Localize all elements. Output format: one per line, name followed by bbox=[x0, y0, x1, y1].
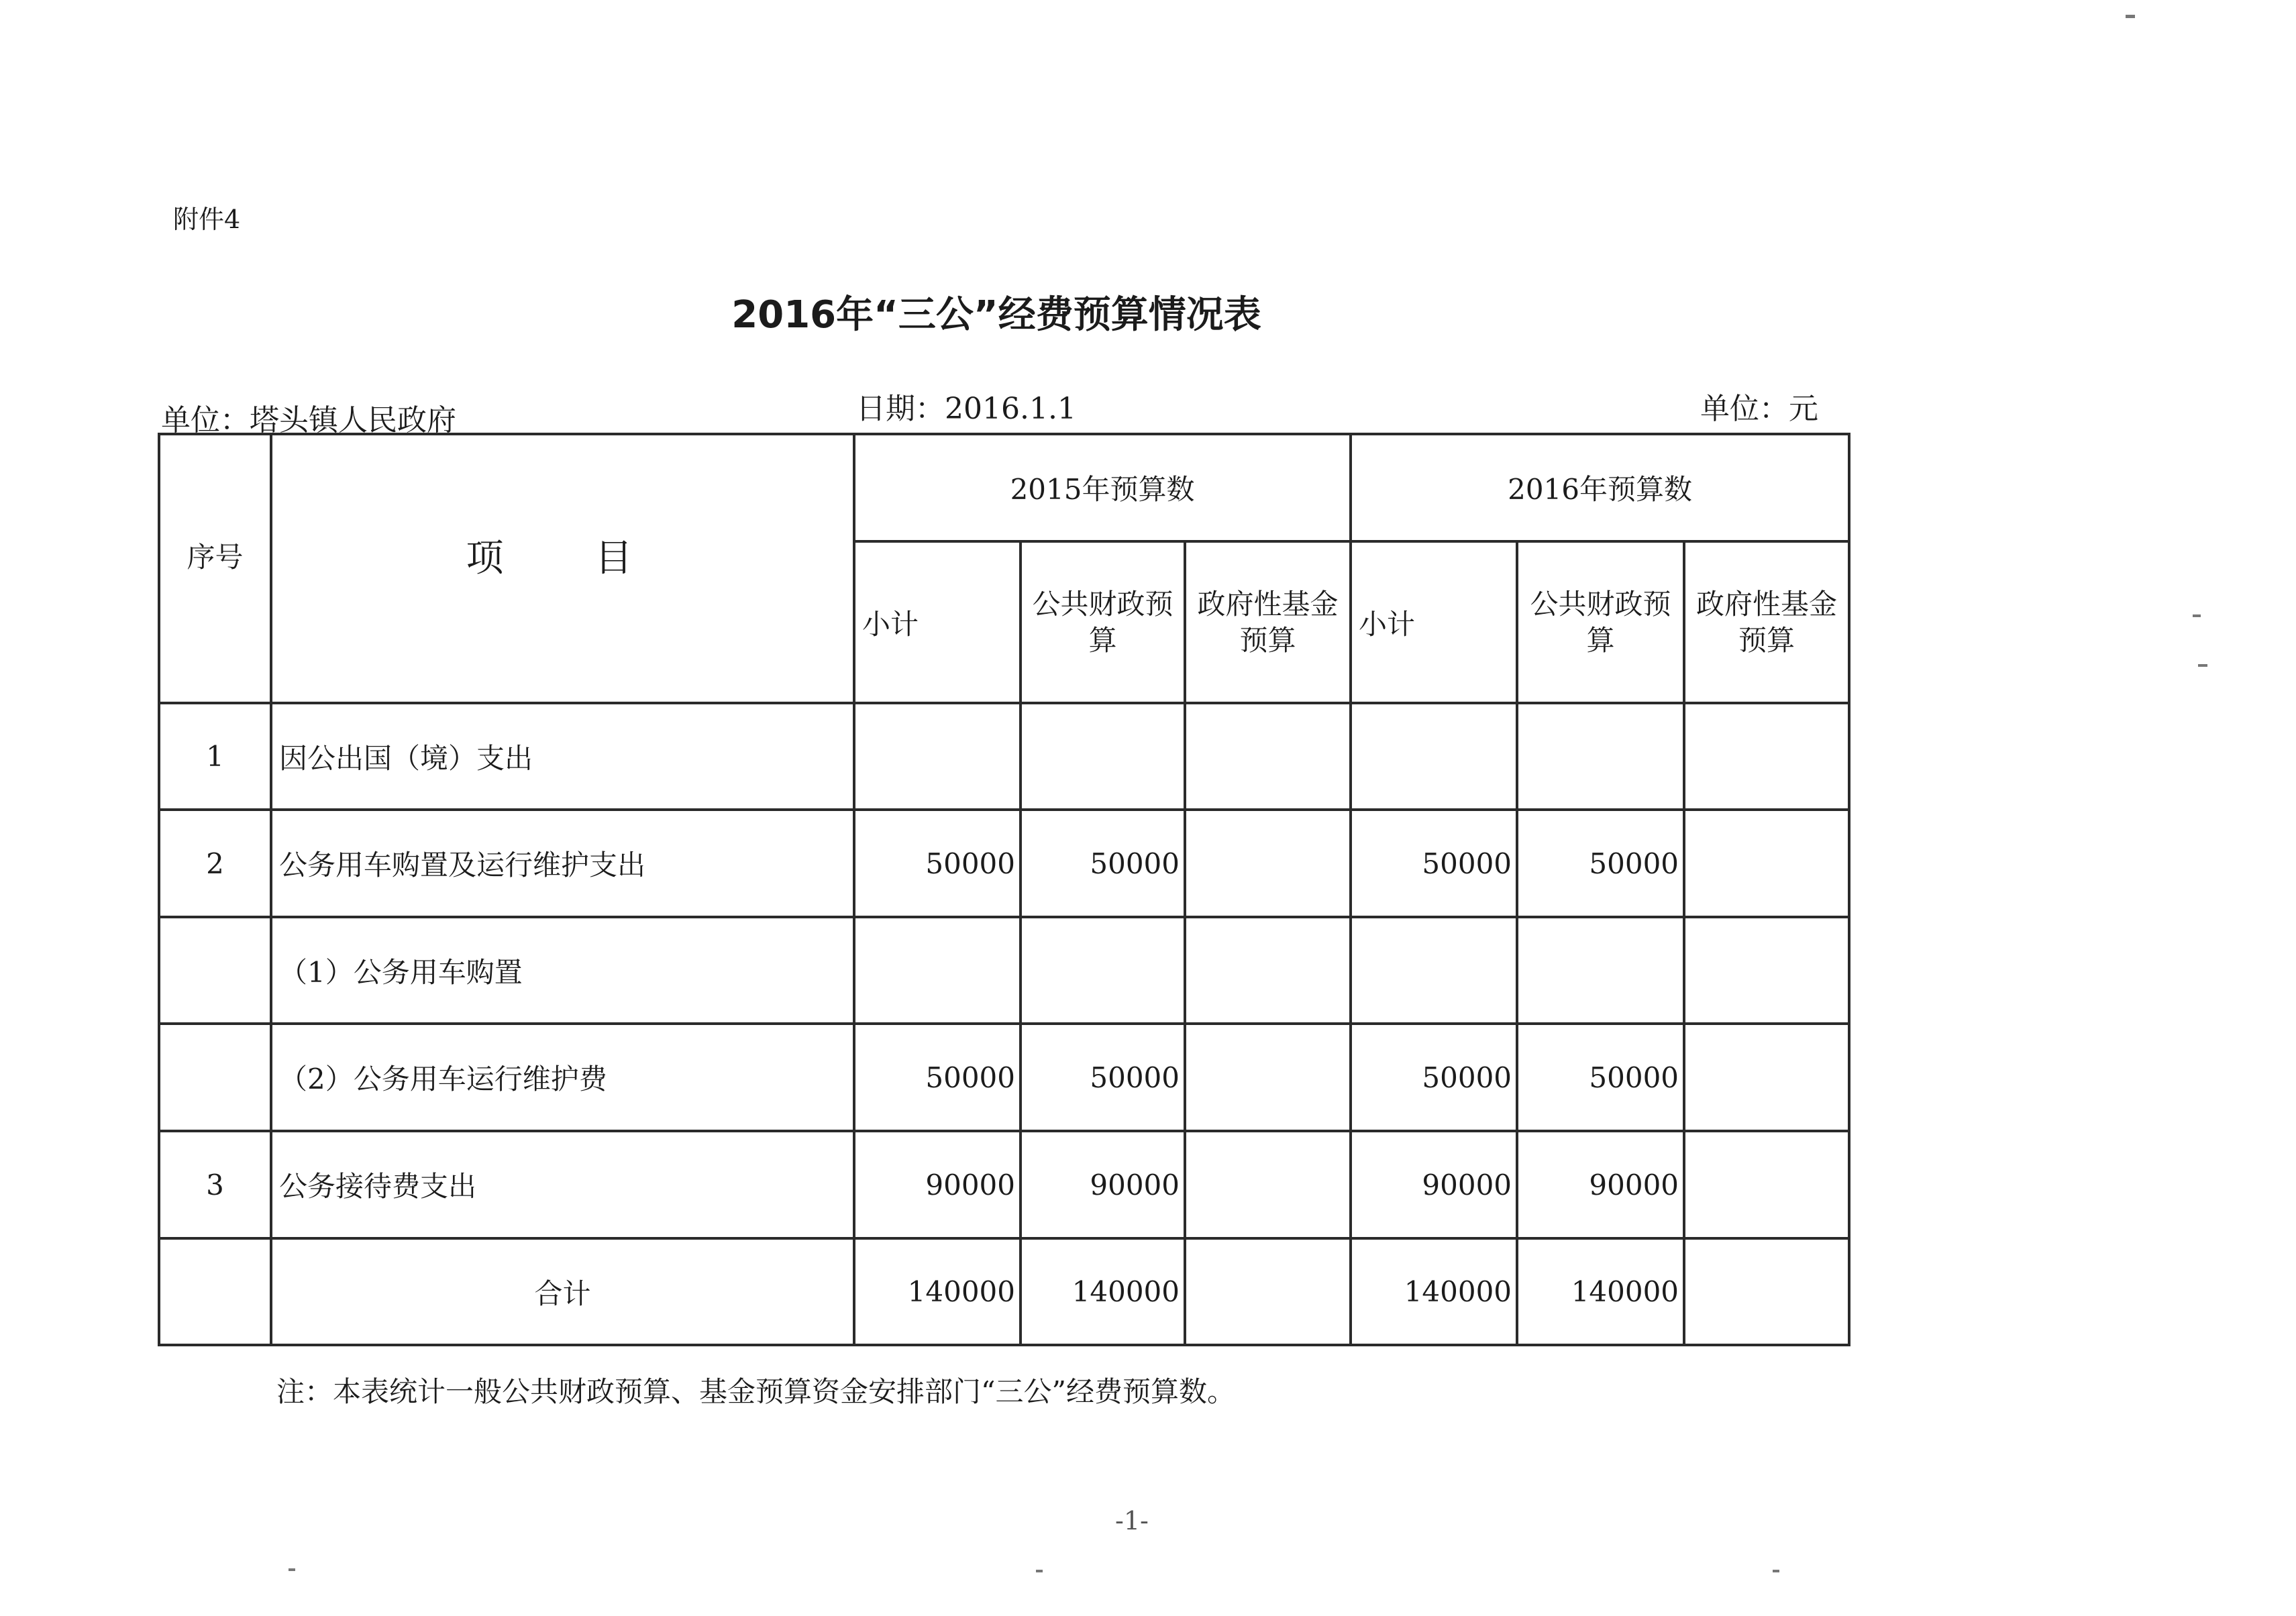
total-2015-fund bbox=[1185, 1238, 1351, 1345]
scan-speck bbox=[2198, 664, 2207, 667]
row-item: 公务接待费支出 bbox=[271, 1131, 854, 1238]
row-2016-fund bbox=[1684, 1131, 1849, 1238]
table-row bbox=[159, 1024, 1849, 1131]
unit-organization: 单位：塔头镇人民政府 bbox=[161, 403, 456, 437]
table-row bbox=[159, 1131, 1849, 1238]
row-2015-subtotal bbox=[854, 703, 1021, 810]
budget-table bbox=[158, 433, 1850, 1346]
total-2015-public: 140000 bbox=[1021, 1238, 1185, 1345]
header-item: 项 目 bbox=[271, 434, 854, 703]
scan-speck bbox=[1773, 1570, 1779, 1572]
row-2016-subtotal bbox=[1351, 917, 1517, 1024]
row-2016-public bbox=[1517, 703, 1684, 810]
header-2015: 2015年预算数 bbox=[854, 434, 1351, 541]
header-row-1 bbox=[159, 434, 1849, 541]
row-2016-fund bbox=[1684, 917, 1849, 1024]
footnote: 注：本表统计一般公共财政预算、基金预算资金安排部门“三公”经费预算数。 bbox=[276, 1375, 1235, 1408]
scan-speck bbox=[2193, 614, 2201, 617]
row-2016-public bbox=[1517, 917, 1684, 1024]
total-2015-subtotal: 140000 bbox=[854, 1238, 1021, 1345]
row-seq bbox=[159, 917, 271, 1024]
row-2015-public: 90000 bbox=[1021, 1131, 1185, 1238]
row-2016-subtotal: 50000 bbox=[1351, 1024, 1517, 1131]
row-2016-subtotal: 50000 bbox=[1351, 810, 1517, 917]
page-number: -1- bbox=[1115, 1506, 1149, 1536]
row-2016-public: 50000 bbox=[1517, 1024, 1684, 1131]
row-2016-subtotal bbox=[1351, 703, 1517, 810]
table-row bbox=[159, 917, 1849, 1024]
total-2016-subtotal: 140000 bbox=[1351, 1238, 1517, 1345]
attachment-label: 附件4 bbox=[173, 205, 241, 234]
header-2016-public: 公共财政预算 bbox=[1517, 541, 1684, 703]
row-2016-fund bbox=[1684, 1024, 1849, 1131]
row-seq bbox=[159, 1024, 271, 1131]
row-2015-subtotal: 50000 bbox=[854, 1024, 1021, 1131]
row-item: （2）公务用车运行维护费 bbox=[271, 1024, 854, 1131]
table-row bbox=[159, 703, 1849, 810]
row-2015-fund bbox=[1185, 1024, 1351, 1131]
row-2015-fund bbox=[1185, 1131, 1351, 1238]
total-row bbox=[159, 1238, 1849, 1345]
table-row bbox=[159, 810, 1849, 917]
row-2016-public: 50000 bbox=[1517, 810, 1684, 917]
row-2015-fund bbox=[1185, 917, 1351, 1024]
row-item: 公务用车购置及运行维护支出 bbox=[271, 810, 854, 917]
header-2016-subtotal: 小计 bbox=[1351, 541, 1517, 703]
row-item: 因公出国（境）支出 bbox=[271, 703, 854, 810]
row-2016-subtotal: 90000 bbox=[1351, 1131, 1517, 1238]
header-seq: 序号 bbox=[159, 434, 271, 703]
row-2015-subtotal: 50000 bbox=[854, 810, 1021, 917]
currency-unit: 单位：元 bbox=[1700, 392, 1818, 426]
header-2015-fund: 政府性基金预算 bbox=[1185, 541, 1351, 703]
row-2016-fund bbox=[1684, 810, 1849, 917]
total-2016-fund bbox=[1684, 1238, 1849, 1345]
row-item: （1）公务用车购置 bbox=[271, 917, 854, 1024]
header-2015-subtotal: 小计 bbox=[854, 541, 1021, 703]
date-label: 日期：2016.1.1 bbox=[856, 392, 1076, 426]
row-2015-fund bbox=[1185, 810, 1351, 917]
row-2015-subtotal bbox=[854, 917, 1021, 1024]
page-title: 2016年“三公”经费预算情况表 bbox=[731, 293, 1261, 337]
header-2016-fund: 政府性基金预算 bbox=[1684, 541, 1849, 703]
row-2016-fund bbox=[1684, 703, 1849, 810]
row-seq: 2 bbox=[159, 810, 271, 917]
row-2015-public: 50000 bbox=[1021, 1024, 1185, 1131]
header-2015-public: 公共财政预算 bbox=[1021, 541, 1185, 703]
row-seq: 1 bbox=[159, 703, 271, 810]
row-2015-fund bbox=[1185, 703, 1351, 810]
row-2016-public: 90000 bbox=[1517, 1131, 1684, 1238]
scan-speck bbox=[1036, 1570, 1043, 1572]
total-label: 合计 bbox=[271, 1238, 854, 1345]
row-2015-public bbox=[1021, 703, 1185, 810]
row-2015-subtotal: 90000 bbox=[854, 1131, 1021, 1238]
scan-speck bbox=[289, 1568, 295, 1571]
row-seq: 3 bbox=[159, 1131, 271, 1238]
total-seq bbox=[159, 1238, 271, 1345]
scan-speck bbox=[2126, 15, 2135, 18]
row-2015-public bbox=[1021, 917, 1185, 1024]
row-2015-public: 50000 bbox=[1021, 810, 1185, 917]
total-2016-public: 140000 bbox=[1517, 1238, 1684, 1345]
header-2016: 2016年预算数 bbox=[1351, 434, 1849, 541]
